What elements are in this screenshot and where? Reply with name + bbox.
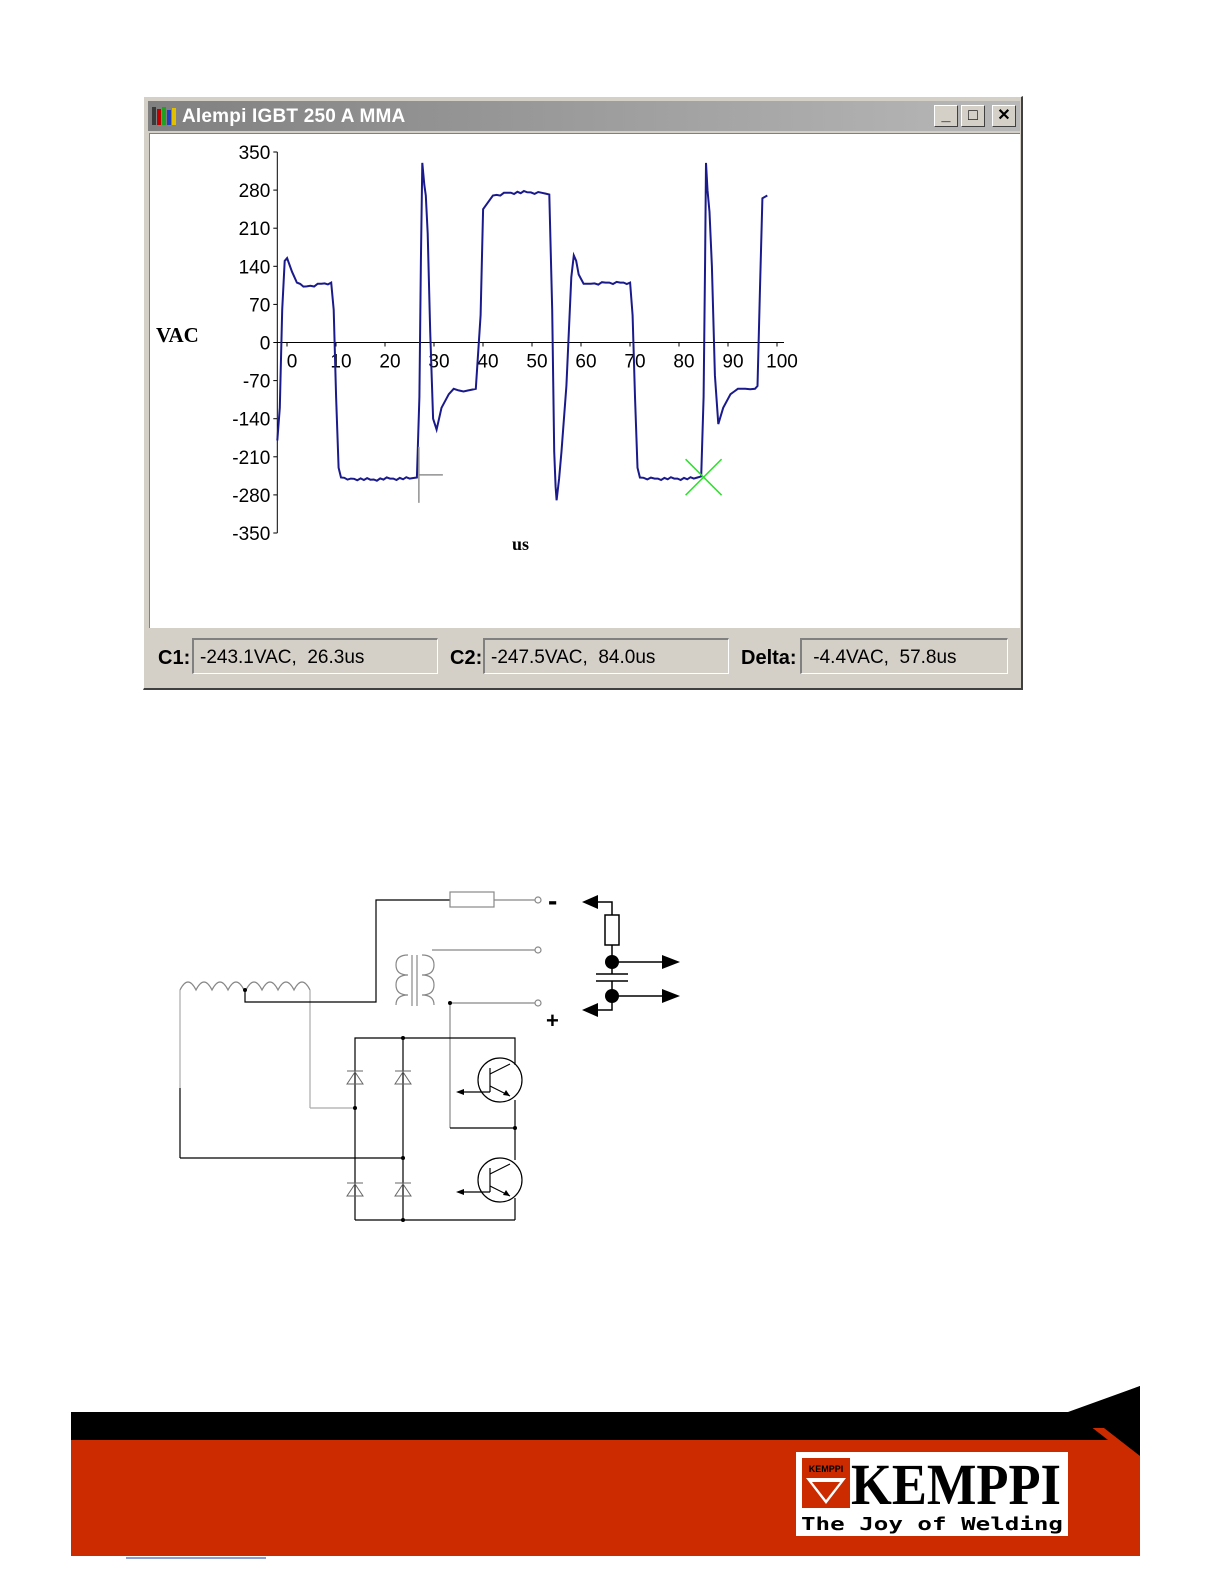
- y-axis-label: VAC: [156, 323, 199, 347]
- x-tick-label: 60: [575, 351, 597, 373]
- plot-area[interactable]: [149, 133, 1020, 628]
- cursor2-label: C2:: [450, 647, 483, 669]
- igbt-upper: [478, 1058, 522, 1102]
- y-tick-label: -70: [242, 371, 271, 393]
- x-tick-label: 20: [379, 351, 401, 373]
- resistor-probe: [605, 915, 619, 945]
- x-tick-label: 10: [330, 351, 352, 373]
- arrow-minus: [582, 895, 598, 909]
- delta-readout: -4.4VAC, 57.8us: [800, 638, 1008, 674]
- x-tick-label: 90: [722, 351, 744, 373]
- x-tick-label: 50: [526, 351, 548, 373]
- x-tick-label: 0: [286, 351, 298, 373]
- y-tick-label: -350: [232, 524, 271, 545]
- title-bar[interactable]: [148, 101, 1020, 131]
- app-icon: [152, 107, 176, 125]
- x-tick-label: 70: [624, 351, 646, 373]
- y-tick-label: -280: [232, 485, 271, 507]
- x-tick-label: 80: [673, 351, 695, 373]
- y-tick-label: -210: [232, 447, 271, 469]
- resistor-top: [450, 892, 494, 907]
- plus-terminal-label: +: [546, 1008, 559, 1033]
- delta-label: Delta:: [741, 647, 797, 669]
- inverter-schematic: [150, 870, 710, 1240]
- close-button[interactable]: ✕: [992, 105, 1016, 127]
- y-tick-label: -140: [232, 409, 271, 431]
- y-tick-label: 140: [238, 257, 271, 279]
- footer-banner: [0, 1380, 1224, 1584]
- y-tick-label: 350: [238, 143, 271, 164]
- x-axis-label: us: [512, 534, 530, 554]
- kemppi-tagline: The Joy of Welding: [801, 1514, 1063, 1535]
- y-tick-label: 0: [259, 333, 271, 355]
- y-tick-label: 280: [238, 181, 271, 203]
- x-tick-label: 40: [477, 351, 499, 373]
- probe-node-top: [605, 955, 619, 969]
- cursor1-label: C1:: [158, 647, 191, 669]
- kemppi-wordmark: KEMPPI: [851, 1452, 1061, 1517]
- cursor2-readout: -247.5VAC, 84.0us: [483, 638, 729, 674]
- inductor-coil-right: [246, 982, 310, 990]
- transformer-secondary: [422, 955, 434, 1005]
- inductor-coil-left: [180, 982, 244, 990]
- transformer-primary: [396, 955, 408, 1005]
- x-tick-label: 100: [766, 351, 798, 373]
- voltage-trace: [277, 163, 767, 500]
- probe-node-bottom: [605, 989, 619, 1003]
- arrow-out-top: [662, 955, 680, 969]
- maximize-button[interactable]: □: [961, 105, 985, 127]
- minus-terminal-label: -: [548, 885, 558, 916]
- status-bar: [148, 629, 1020, 685]
- igbt-lower: [478, 1158, 522, 1202]
- x-tick-label: 30: [428, 351, 450, 373]
- y-tick-label: 210: [238, 219, 271, 241]
- arrow-plus: [582, 1003, 598, 1017]
- arrow-out-bottom: [662, 989, 680, 1003]
- y-tick-label: 70: [249, 295, 271, 317]
- minimize-button[interactable]: _: [934, 105, 958, 127]
- window-title: Alempi IGBT 250 A MMA: [182, 106, 406, 127]
- voltage-chart[interactable]: [150, 134, 1020, 628]
- scope-window: [143, 96, 1023, 690]
- kemppi-emblem-text: KEMPPI: [808, 1464, 844, 1474]
- cursor1-readout: -243.1VAC, 26.3us: [192, 638, 438, 674]
